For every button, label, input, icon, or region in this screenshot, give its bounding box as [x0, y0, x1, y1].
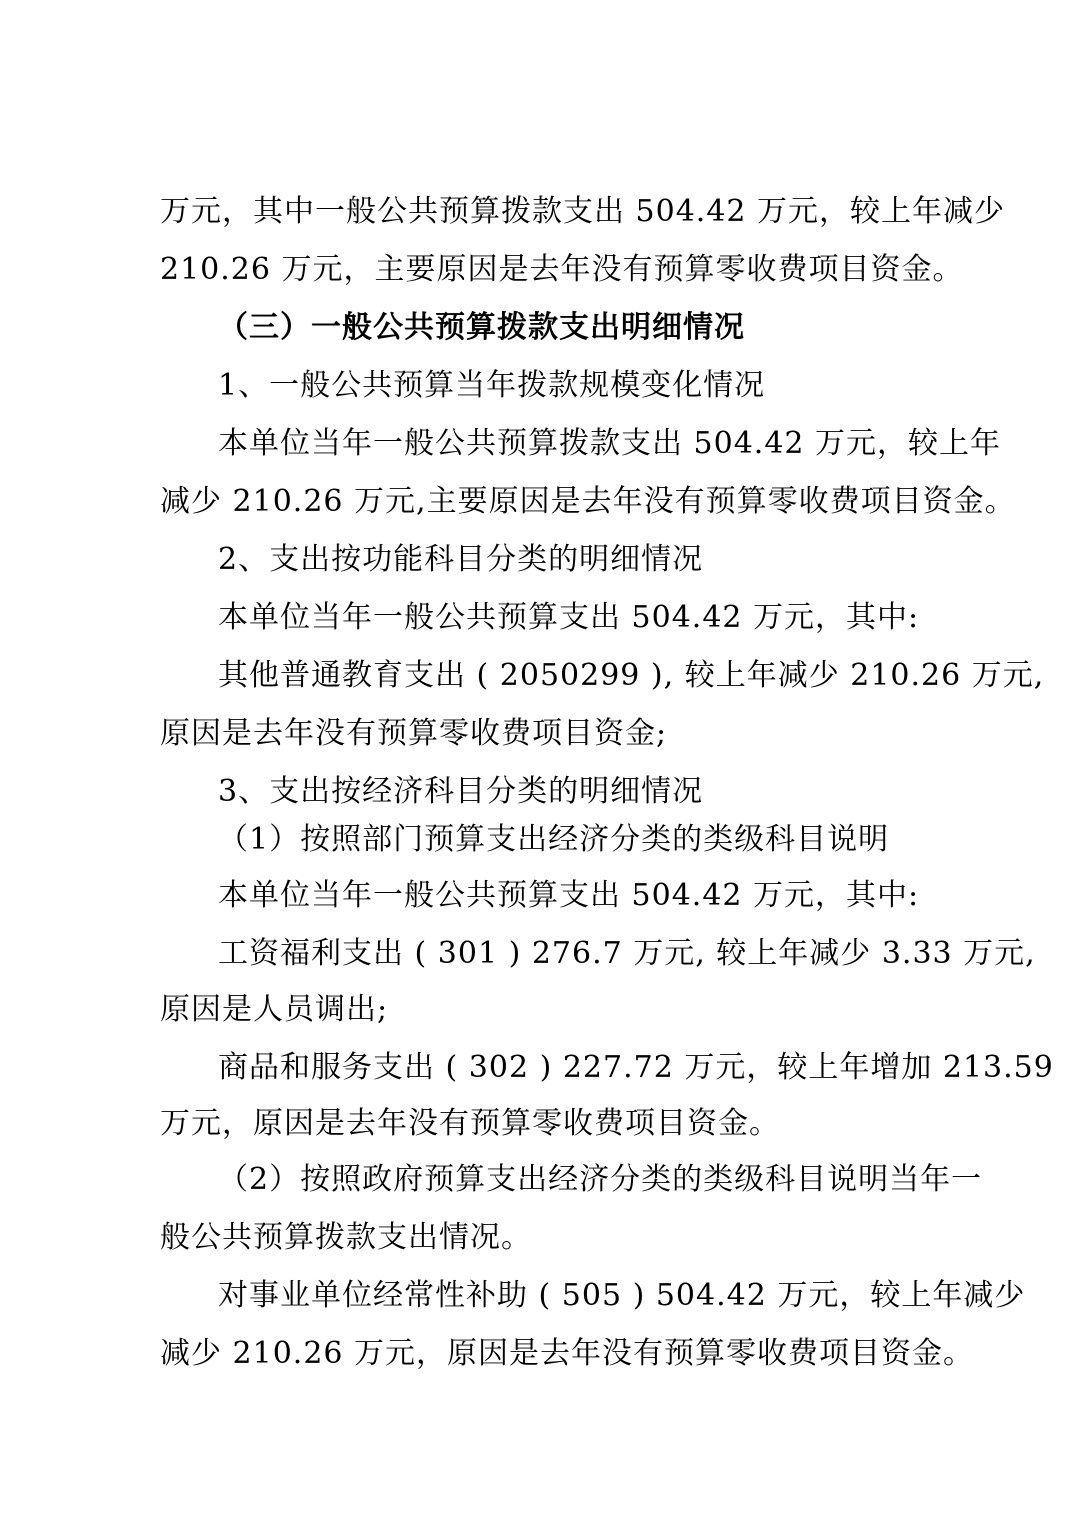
subsection-heading: （1）按照部门预算支出经济分类的类级科目说明: [218, 822, 890, 857]
paragraph-line: 原因是人员调出;: [160, 992, 389, 1027]
paragraph-line: 210.26 万元，主要原因是去年没有预算零收费项目资金。: [160, 252, 964, 287]
paragraph-line: 减少 210.26 万元,主要原因是去年没有预算零收费项目资金。: [160, 484, 1016, 519]
paragraph-line: 本单位当年一般公共预算拨款支出 504.42 万元，较上年: [218, 426, 1002, 461]
subsection-heading: 3、支出按经济科目分类的明细情况: [218, 774, 704, 809]
paragraph-line: 原因是去年没有预算零收费项目资金;: [160, 716, 668, 751]
paragraph-line: 般公共预算拨款支出情况。: [160, 1220, 532, 1255]
subsection-heading: 1、一般公共预算当年拨款规模变化情况: [218, 368, 766, 403]
paragraph-line: 减少 210.26 万元，原因是去年没有预算零收费项目资金。: [160, 1336, 975, 1371]
subsection-heading: 2、支出按功能科目分类的明细情况: [218, 542, 704, 577]
paragraph-line: 对事业单位经常性补助 ( 505 ) 504.42 万元，较上年减少: [218, 1278, 1026, 1313]
paragraph-line: 工资福利支出 ( 301 ) 276.7 万元, 较上年减少 3.33 万元,: [218, 936, 1036, 971]
subsection-heading: （2）按照政府预算支出经济分类的类级科目说明当年一: [218, 1162, 983, 1197]
paragraph-line: 万元，其中一般公共预算拨款支出 504.42 万元，较上年减少: [160, 194, 1006, 229]
paragraph-line: 其他普通教育支出 ( 2050299 ), 较上年减少 210.26 万元,: [218, 658, 1045, 693]
paragraph-line: 本单位当年一般公共预算支出 504.42 万元，其中:: [218, 878, 920, 913]
paragraph-line: 万元，原因是去年没有预算零收费项目资金。: [160, 1106, 780, 1141]
paragraph-line: 商品和服务支出 ( 302 ) 227.72 万元，较上年增加 213.59: [218, 1050, 1054, 1085]
section-heading: （三）一般公共预算拨款支出明细情况: [218, 310, 745, 345]
paragraph-line: 本单位当年一般公共预算支出 504.42 万元，其中:: [218, 600, 920, 635]
